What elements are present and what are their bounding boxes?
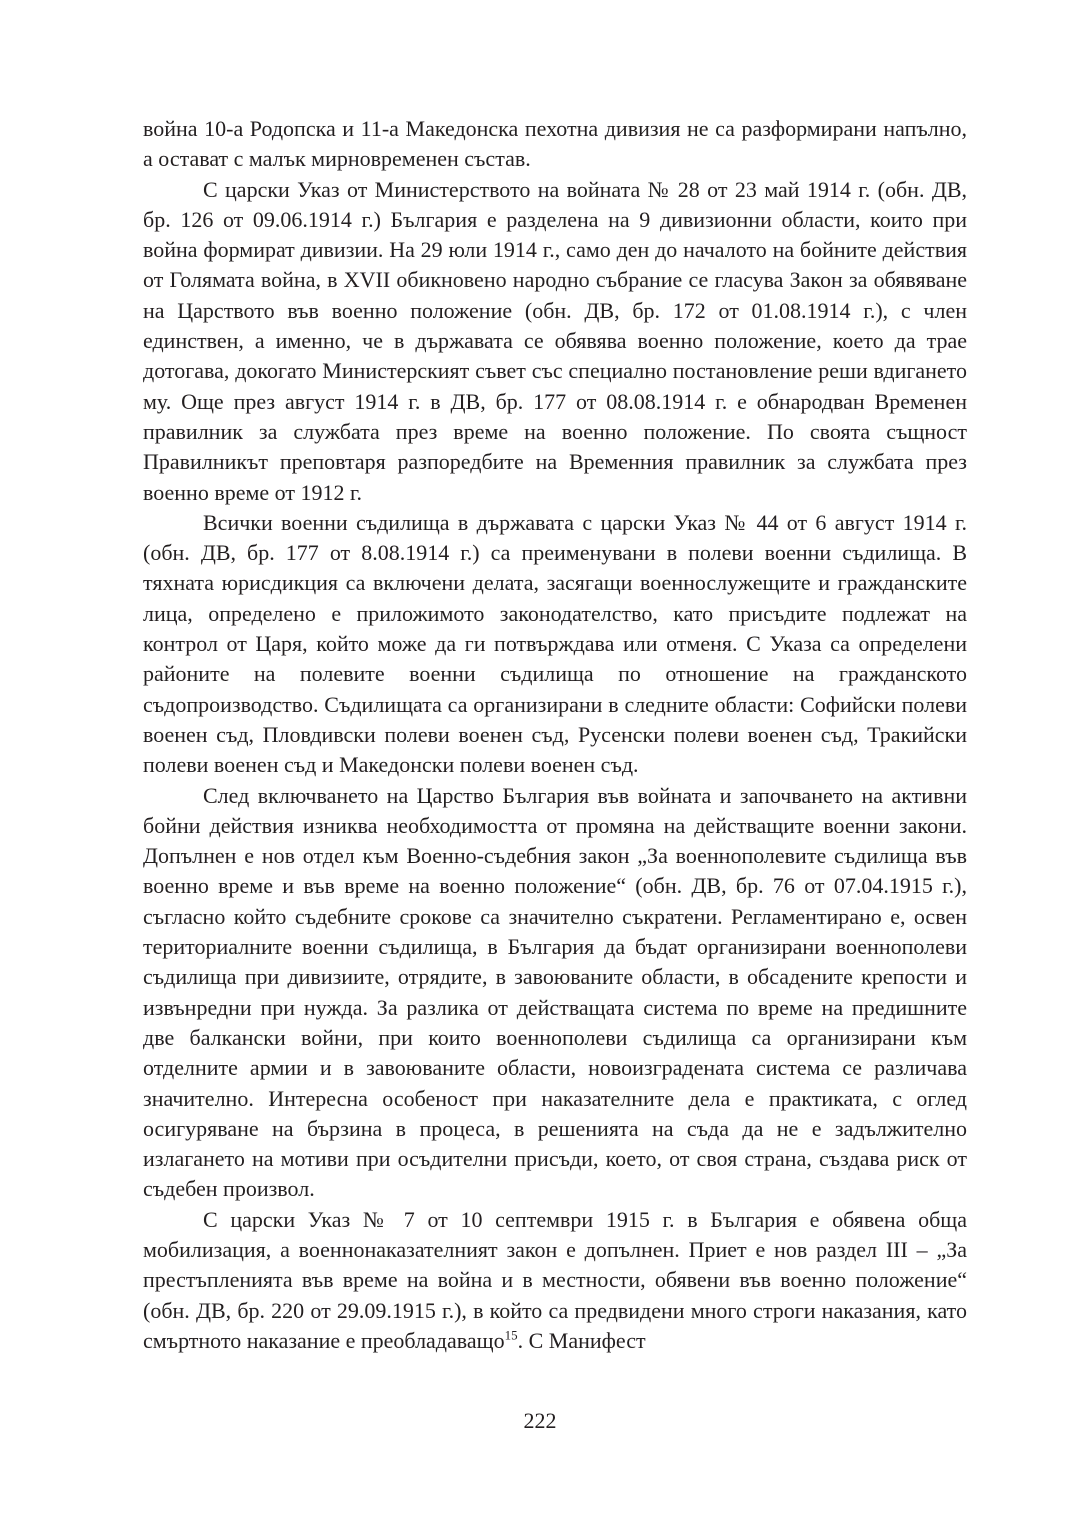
paragraph-mobilizatsia-1915 [143, 1205, 967, 1356]
paragraph-polevi-sadilishta: Всички военни съдилища в държавата с царски Указ № 44 от 6 август 1914 г. (обн. ДВ, бр. 177 от 8.08.1914 г.) са преименувани в полеви военни съдилища. В тяхната юрисдикция са включени делата, засягащи военнослужещите и гражданските лица, определено е приложимото законодателство, като присъдите подлежат на контрол от Царя, който може да ги потвърждава или отменя. С Указа са определени районите на полевите военни съдилища по отношение на гражданското съдопроизводство. Съдилищата са организирани в следните области: Софийски полеви военен съд, Пловдивски полеви военен съд, Русенски полеви военен съд, Тракийски полеви военен съд и Македонски полеви военен съд. [143, 509, 967, 778]
body-text [143, 114, 967, 1356]
paragraph-tsarski-ukaz-1914: С царски Указ от Министерството на войната № 28 от 23 май 1914 г. (обн. ДВ, бр. 126 от 09.06.1914 г.) България е разделена на 9 дивизионни области, които при война формират дивизии. На 29 юли 1914 г., само ден до началото на бойните действия от Голямата война, в XVII обикновено народно събрание се гласува Закон за обявяване на Царството във военно положение (обн. ДВ, бр. 172 от 01.08.1914 г.), с член единствен, а именно, че в държавата се обявява военно положение, което да трае дотогава, докогато Министерският съвет със специално постановление реши вдигането му. Още през август 1914 г. в ДВ, бр. 177 от 08.08.1914 г. е обнародван Временен правилник за службата през време на военно положение. По своята същност Правилникът преповтаря разпоредбите на Временния правилник за службата през военно време от 1912 г. [143, 176, 967, 505]
footnote-reference[interactable]: 15 [504, 1327, 518, 1343]
paragraph-mobilizatsia-text: С царски Указ № 7 от 10 септември 1915 г. в България е обявена обща мобилизация, а военнонаказателният закон е допълнен. Приет е нов раздел III – „За престъпленията във време на война и в местности, обявени във военно положение“ (обн. ДВ, бр. 220 от 29.09.1915 г.), в който са предвидени много строги наказания, като смъртното наказание е преобладаващо [143, 1206, 967, 1353]
paragraph-mobilizatsia-tail: . С Манифест [517, 1327, 646, 1353]
paragraph-continuation: война 10-а Родопска и 11-а Македонска пехотна дивизия не са разформирани напълно, а остават с малък мирновременен състав. [143, 116, 967, 172]
page-number: 222 [523, 1408, 557, 1433]
paragraph-voenno-sadeben-zakon: След включването на Царство България във войната и започването на активни бойни действия изниква необходимостта от промяна на действащите военни закони. Допълнен е нов отдел към Военно-съдебния закон „За военнополевите съдилища във военно време и във време на военно положение“ (обн. ДВ, бр. 76 от 07.04.1915 г.), съгласно който съдебните срокове са значително съкратени. Регламентирано е, освен териториалните военни съдилища, в България да бъдат организирани военнополеви съдилища при дивизиите, отрядите, в завоюваните области, в обсадените крепости и извънредни при нужда. За разлика от действащата система по време на предишните две балкански войни, при които военнополеви съдилища са организирани към отделните армии и в завоюваните области, новоизградената система се различава значително. Интересна особеност при наказателните дела е практиката, с оглед осигуряване на бързина в процеса, в решенията на съда да не е задължително излагането на мотиви при осъдителни присъди, което, от своя страна, създава риск от съдебен произвол. [143, 782, 967, 1202]
